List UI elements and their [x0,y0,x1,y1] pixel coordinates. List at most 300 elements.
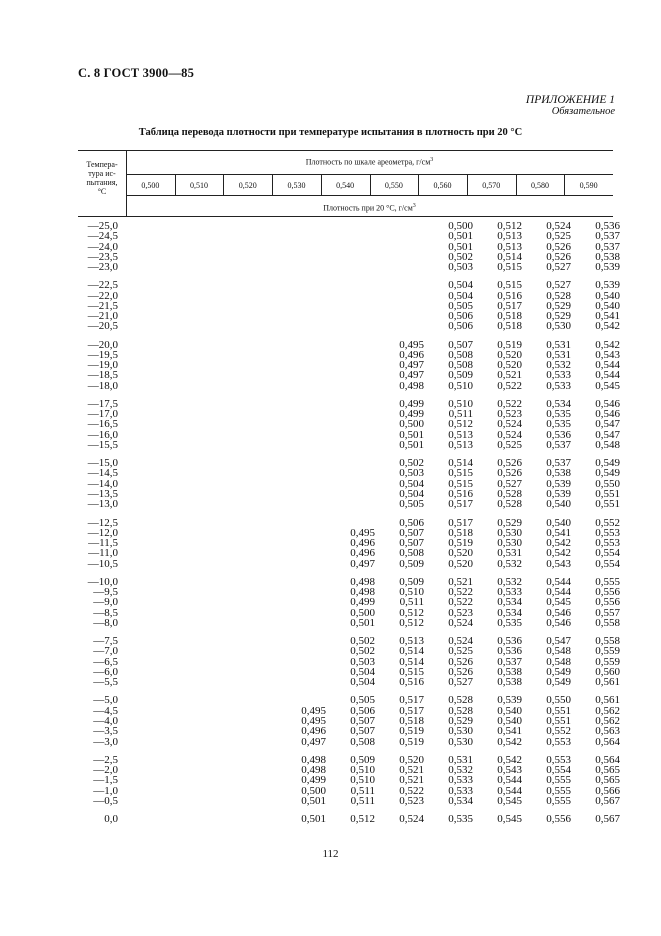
density-cell: 0,547 [595,418,620,431]
density-values-0,560 [427,221,473,272]
density-cell: 0,524 [448,616,473,629]
temperature-cell: —2,5 [93,753,118,766]
density-cell: 0,522 [497,379,522,392]
column-header-0,530: 0,530 [287,181,306,190]
density-cell: 0,507 [350,714,375,727]
density-values-0,590 [574,221,620,272]
density-cell: 0,516 [448,488,473,501]
density-values-0,580 [525,755,571,806]
density-cell: 0,539 [546,477,571,490]
column-header-0,560: 0,560 [433,181,452,190]
density-cell: 0,523 [497,408,522,421]
density-cell: 0,545 [595,379,620,392]
density-values-0,560 [427,280,473,331]
table-title: Таблица перевода плотности при температуре испытания в плотность при 20 °С [138,127,523,138]
density-cell: 0,499 [399,397,424,410]
density-cell: 0,548 [546,655,571,668]
temperature-cell: —12,5 [87,516,118,529]
density-cell: 0,498 [399,379,424,392]
temperature-cell: —12,0 [87,526,118,539]
density-cell: 0,533 [448,774,473,787]
temperature-cell: —21,0 [87,310,118,323]
temperature-cell: —3,5 [93,725,118,738]
density-cell: 0,499 [301,774,326,787]
temperature-cell: —23,0 [87,261,118,274]
density-values-0,580 [525,340,571,391]
density-values-0,540 [329,577,375,628]
density-cell: 0,540 [546,498,571,511]
density-cell: 0,522 [448,596,473,609]
density-cell: 0,538 [497,676,522,689]
column-rule [272,174,273,195]
density-cell: 0,496 [350,547,375,560]
density-cell: 0,528 [497,498,522,511]
temperature-cell: —1,5 [93,774,118,787]
density-cell: 0,506 [399,516,424,529]
temperature-cell: —4,5 [93,704,118,717]
density-cell: 0,544 [546,575,571,588]
density-cell: 0,518 [497,310,522,323]
density-cell: 0,542 [595,338,620,351]
density-values-0,570 [476,695,522,746]
density-values-0,560 [427,518,473,569]
density-cell: 0,561 [595,676,620,689]
density-cell: 0,512 [350,813,375,825]
temperature-cell: —11,0 [88,547,118,560]
density-cell: 0,499 [399,408,424,421]
density-cell: 0,520 [497,348,522,361]
density-cell: 0,552 [595,516,620,529]
density-cell: 0,508 [448,348,473,361]
temperature-cell: —16,5 [87,418,118,431]
density-cell: 0,520 [497,359,522,372]
column-rule [467,174,468,195]
density-cell: 0,519 [399,725,424,738]
density-cell: 0,513 [497,240,522,253]
temperature-cell: —1,0 [93,784,118,797]
density-cell: 0,505 [399,498,424,511]
density-cell: 0,500 [301,784,326,797]
density-cell: 0,557 [595,606,620,619]
density-values-0,540 [329,755,375,806]
density-cell: 0,542 [595,320,620,333]
density-cell: 0,524 [497,428,522,441]
density-cell: 0,561 [595,694,620,707]
density-values-0,580 [525,518,571,569]
temperature-cell: —6,0 [93,665,118,678]
temperature-cell: —24,5 [87,230,118,243]
temperature-cell: —9,5 [93,586,118,599]
density-cell: 0,539 [595,279,620,292]
density-cell: 0,521 [497,369,522,382]
density-values-0,570 [476,399,522,450]
density-values-0,570 [476,755,522,806]
density-cell: 0,551 [595,488,620,501]
density-cell: 0,495 [350,526,375,539]
density-values-0,590 [574,518,620,569]
density-cell: 0,496 [350,537,375,550]
density-cell: 0,521 [399,774,424,787]
density-cell: 0,525 [497,439,522,452]
density-cell: 0,507 [399,537,424,550]
density-cell: 0,528 [497,488,522,501]
column-header-0,590: 0,590 [579,181,598,190]
density-cell: 0,509 [399,557,424,570]
density-cell: 0,524 [497,418,522,431]
density-cell: 0,527 [546,261,571,274]
density-cell: 0,537 [595,230,620,243]
header-bottom-rule [78,216,613,217]
density-cell: 0,512 [448,418,473,431]
temperature-cell: —19,0 [87,359,118,372]
density-cell: 0,516 [497,289,522,302]
temperature-cell: —17,5 [87,397,118,410]
density-cell: 0,535 [497,616,522,629]
density-cell: 0,541 [497,725,522,738]
density-values-0,590 [574,458,620,509]
density-cell: 0,526 [497,467,522,480]
density-cell: 0,506 [448,310,473,323]
density-cell: 0,497 [301,735,326,748]
density-cell: 0,504 [350,665,375,678]
density-cell: 0,560 [595,665,620,678]
density-cell: 0,565 [595,763,620,776]
density-cell: 0,507 [448,338,473,351]
density-values-0,590 [574,814,620,824]
density-cell: 0,523 [448,606,473,619]
temperature-cell: —7,5 [93,635,118,648]
column-header-0,520: 0,520 [238,181,257,190]
density-cell: 0,544 [595,369,620,382]
density-cell: 0,495 [301,704,326,717]
density-cell: 0,520 [399,753,424,766]
density-cell: 0,533 [448,784,473,797]
temperature-cell: 0,0 [104,813,118,825]
density-cell: 0,495 [301,714,326,727]
density-cell: 0,553 [595,526,620,539]
density-values-0,560 [427,636,473,687]
density-values-0,550 [378,577,424,628]
density-cell: 0,534 [497,606,522,619]
column-header-0,510: 0,510 [190,181,209,190]
density-cell: 0,533 [546,369,571,382]
density-cell: 0,504 [399,488,424,501]
density-cell: 0,520 [448,547,473,560]
density-cell: 0,500 [350,606,375,619]
density-cell: 0,551 [546,704,571,717]
density-cell: 0,542 [497,735,522,748]
column-rule [175,174,176,195]
density-cell: 0,527 [546,279,571,292]
density-values-0,590 [574,636,620,687]
density-cell: 0,537 [546,439,571,452]
density-cell: 0,509 [448,369,473,382]
temperature-values [78,518,118,569]
density-cell: 0,509 [350,753,375,766]
density-cell: 0,508 [399,547,424,560]
density-values-0,570 [476,577,522,628]
density-cell: 0,522 [399,784,424,797]
density-cell: 0,538 [546,467,571,480]
temperature-cell: —22,0 [87,289,118,302]
density-cell: 0,529 [546,310,571,323]
density-cell: 0,555 [546,774,571,787]
column-header-0,540: 0,540 [336,181,355,190]
temperature-cell: —23,5 [87,250,118,263]
density-cell: 0,564 [595,735,620,748]
density-cell: 0,543 [595,348,620,361]
header-rule-2 [126,195,613,196]
column-header-0,580: 0,580 [530,181,549,190]
density-cell: 0,533 [546,379,571,392]
density-values-0,590 [574,340,620,391]
density-cell: 0,550 [595,477,620,490]
temperature-cell: —5,0 [93,694,118,707]
density-cell: 0,498 [301,753,326,766]
temperature-values [78,636,118,687]
density-cell: 0,504 [448,279,473,292]
density-cell: 0,555 [546,794,571,807]
density-cell: 0,503 [399,467,424,480]
density-cell: 0,500 [448,220,473,232]
temperature-cell: —8,5 [93,606,118,619]
density-cell: 0,524 [399,813,424,825]
density-cell: 0,562 [595,704,620,717]
density-cell: 0,516 [399,676,424,689]
density-cell: 0,499 [350,596,375,609]
density-cell: 0,537 [497,655,522,668]
density-cell: 0,556 [546,813,571,825]
density-cell: 0,501 [301,794,326,807]
density-cell: 0,525 [546,230,571,243]
temperature-cell: —8,0 [93,616,118,629]
density-20c-header: Плотность при 20 °С, $г/см^3$ [323,203,416,213]
density-cell: 0,535 [546,408,571,421]
column-rule [223,174,224,195]
density-cell: 0,513 [399,635,424,648]
density-values-0,580 [525,399,571,450]
density-values-0,560 [427,755,473,806]
density-values-0,570 [476,221,522,272]
temperature-values [78,458,118,509]
density-cell: 0,522 [497,397,522,410]
density-cell: 0,541 [595,310,620,323]
density-cell: 0,559 [595,655,620,668]
density-cell: 0,554 [595,557,620,570]
density-cell: 0,540 [595,299,620,312]
density-cell: 0,518 [399,714,424,727]
density-cell: 0,523 [399,794,424,807]
temperature-cell: —7,0 [93,645,118,658]
density-cell: 0,507 [399,526,424,539]
density-cell: 0,513 [497,230,522,243]
density-cell: 0,515 [497,261,522,274]
density-cell: 0,553 [595,537,620,550]
density-cell: 0,559 [595,645,620,658]
density-cell: 0,504 [350,676,375,689]
density-cell: 0,497 [399,359,424,372]
density-cell: 0,497 [350,557,375,570]
density-cell: 0,545 [497,794,522,807]
density-values-0,540 [329,814,375,824]
density-cell: 0,512 [399,616,424,629]
density-cell: 0,562 [595,714,620,727]
density-cell: 0,542 [546,547,571,560]
density-values-0,580 [525,221,571,272]
density-cell: 0,501 [448,240,473,253]
density-cell: 0,526 [497,457,522,470]
density-cell: 0,511 [350,784,375,797]
density-cell: 0,531 [448,753,473,766]
density-cell: 0,529 [497,516,522,529]
density-cell: 0,536 [546,428,571,441]
temperature-values [78,695,118,746]
density-cell: 0,508 [350,735,375,748]
density-cell: 0,512 [497,220,522,232]
page-number: 112 [322,848,339,860]
density-cell: 0,530 [497,537,522,550]
density-values-0,560 [427,577,473,628]
density-cell: 0,513 [448,428,473,441]
temperature-values [78,755,118,806]
density-cell: 0,496 [399,348,424,361]
temperature-cell: —14,0 [87,477,118,490]
density-cell: 0,536 [497,635,522,648]
temperature-values [78,577,118,628]
density-cell: 0,533 [497,586,522,599]
density-cell: 0,532 [497,557,522,570]
density-cell: 0,528 [448,704,473,717]
density-values-0,550 [378,340,424,391]
density-cell: 0,554 [595,547,620,560]
density-cell: 0,530 [546,320,571,333]
density-values-0,550 [378,755,424,806]
density-cell: 0,515 [399,665,424,678]
density-cell: 0,532 [546,359,571,372]
density-cell: 0,541 [546,526,571,539]
column-rule [516,174,517,195]
density-cell: 0,539 [595,261,620,274]
density-cell: 0,565 [595,774,620,787]
temperature-cell: —3,0 [93,735,118,748]
density-values-0,570 [476,458,522,509]
column-header-0,550: 0,550 [384,181,403,190]
density-cell: 0,558 [595,616,620,629]
appendix-label [526,94,615,118]
density-cell: 0,540 [497,714,522,727]
density-values-0,560 [427,399,473,450]
density-cell: 0,505 [350,694,375,707]
density-cell: 0,548 [595,439,620,452]
density-cell: 0,535 [546,418,571,431]
density-cell: 0,517 [399,694,424,707]
density-cell: 0,532 [497,575,522,588]
density-cell: 0,549 [546,676,571,689]
density-values-0,590 [574,399,620,450]
density-cell: 0,566 [595,784,620,797]
density-values-0,540 [329,695,375,746]
temperature-cell: —20,0 [87,338,118,351]
column-rule [564,174,565,195]
density-cell: 0,555 [595,575,620,588]
density-cell: 0,507 [350,725,375,738]
temperature-cell: —20,5 [87,320,118,333]
density-values-0,580 [525,814,571,824]
density-cell: 0,534 [497,596,522,609]
density-cell: 0,502 [350,645,375,658]
density-cell: 0,546 [546,616,571,629]
density-values-0,590 [574,280,620,331]
density-values-0,570 [476,280,522,331]
temperature-values [78,280,118,331]
density-cell: 0,543 [546,557,571,570]
density-cell: 0,563 [595,725,620,738]
density-cell: 0,500 [399,418,424,431]
temperature-cell: —13,5 [87,488,118,501]
temperature-cell: —14,5 [87,467,118,480]
density-cell: 0,508 [448,359,473,372]
density-cell: 0,537 [595,240,620,253]
density-cell: 0,530 [448,735,473,748]
temperature-cell: —15,5 [87,439,118,452]
density-values-0,570 [476,636,522,687]
density-cell: 0,512 [399,606,424,619]
density-values-0,560 [427,340,473,391]
density-cell: 0,509 [399,575,424,588]
density-cell: 0,537 [546,457,571,470]
density-cell: 0,511 [350,794,375,807]
density-values-0,590 [574,755,620,806]
density-cell: 0,550 [546,694,571,707]
density-cell: 0,564 [595,753,620,766]
density-cell: 0,510 [350,774,375,787]
density-cell: 0,532 [448,763,473,776]
density-cell: 0,497 [399,369,424,382]
density-cell: 0,531 [497,547,522,560]
density-cell: 0,511 [448,408,473,421]
density-values-0,560 [427,695,473,746]
density-cell: 0,506 [350,704,375,717]
density-cell: 0,498 [350,586,375,599]
density-cell: 0,536 [497,645,522,658]
temperature-cell: —10,5 [87,557,118,570]
density-cell: 0,567 [595,794,620,807]
density-values-0,580 [525,636,571,687]
density-cell: 0,517 [448,516,473,529]
density-values-0,530 [280,695,326,746]
column-header-0,500: 0,500 [141,181,160,190]
density-cell: 0,515 [497,279,522,292]
density-cell: 0,548 [546,645,571,658]
density-cell: 0,539 [497,694,522,707]
density-cell: 0,529 [546,299,571,312]
hydrometer-density-header: Плотность по шкале ареометра, $г/см^3$ [305,157,434,167]
density-cell: 0,530 [497,526,522,539]
density-cell: 0,544 [546,586,571,599]
temperature-cell: —17,0 [87,408,118,421]
density-cell: 0,505 [448,299,473,312]
density-cell: 0,526 [448,655,473,668]
density-cell: 0,519 [399,735,424,748]
temperature-cell: —15,0 [87,457,118,470]
density-cell: 0,546 [595,397,620,410]
column-header-0,570: 0,570 [482,181,501,190]
density-cell: 0,504 [448,289,473,302]
density-values-0,550 [378,636,424,687]
density-cell: 0,501 [399,428,424,441]
column-rule [370,174,371,195]
density-values-0,590 [574,577,620,628]
